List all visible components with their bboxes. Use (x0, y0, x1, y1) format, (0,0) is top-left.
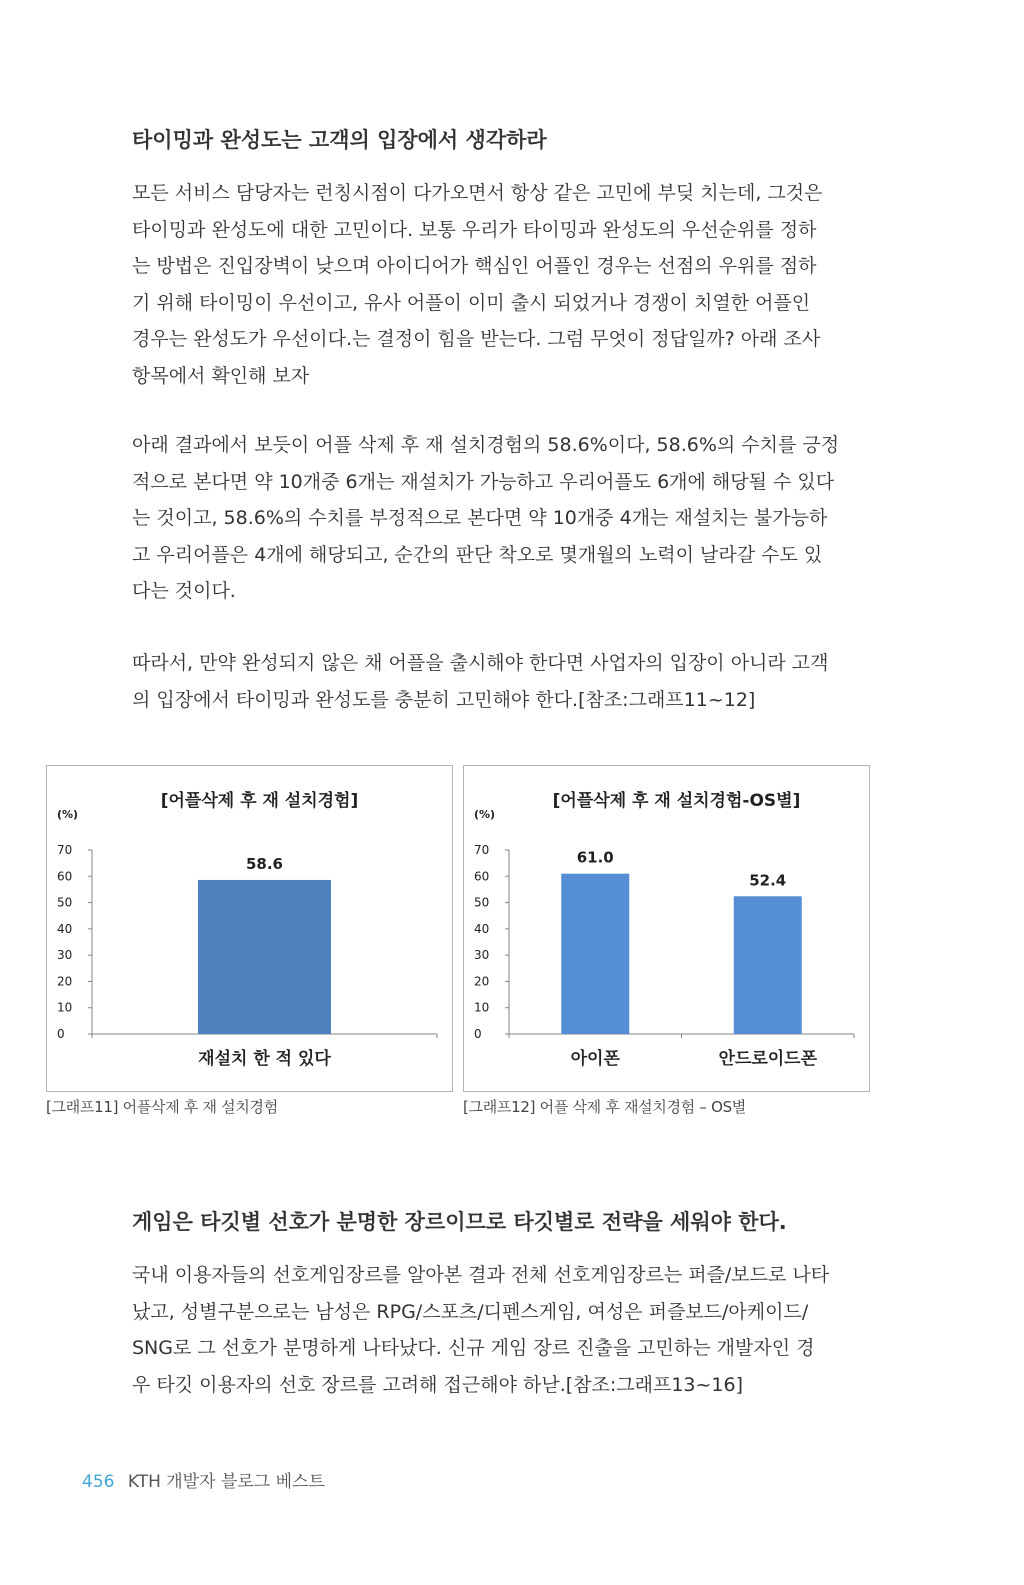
y-tick-label: 40 (57, 921, 73, 936)
category-label: 안드로이드폰 (718, 1049, 818, 1069)
y-tick-label: 70 (474, 843, 490, 857)
y-tick-label: 10 (474, 1000, 490, 1015)
data-label: 61.0 (576, 848, 614, 867)
y-tick-label: 0 (474, 1027, 482, 1041)
chart-title: [어플삭제 후 재 설치경험-OS별] (552, 791, 801, 811)
category-label: 아이폰 (570, 1049, 620, 1069)
page-number: 456 (82, 1472, 115, 1492)
bar (734, 896, 802, 1034)
axis-unit-label: (%) (474, 808, 496, 821)
category-label: 재설치 한 적 있다 (198, 1049, 331, 1069)
page-footer (82, 1467, 325, 1492)
data-label: 58.6 (245, 854, 284, 873)
bar-chart (464, 766, 869, 1091)
y-tick-label: 50 (474, 895, 490, 910)
y-tick-label: 70 (57, 843, 73, 857)
y-tick-label: 40 (474, 921, 490, 936)
y-tick-label: 20 (474, 974, 490, 989)
bar (198, 880, 331, 1034)
chart-title: [어플삭제 후 재 설치경험] (160, 791, 359, 811)
axis-unit-label: (%) (57, 808, 79, 821)
figure-caption: [그래프11] 어플삭제 후 재 설치경험 (46, 1098, 278, 1116)
paragraph: 모든 서비스 담당자는 런칭시점이 다가오면서 항상 같은 고민에 부딪 치는데, 그것은 타이밍과 완성도에 대한 고민이다. 보통 우리가 타이밍과 완성도의 우선순위를 정하 는 방법은 진입장벽이 낮으며 아이디어가 핵심인 어플인 경우는 선점의 우위를 점하 기 위해 타이밍이 우선이고, 유사 어플이 이미 출시 되었거나 경쟁이 치열한 어플인 경우는 완성도가 우선이다.는 결정이 힘을 받는다. 그럼 무엇이 정답일까? 아래 조사 항목에서 확인해 보자 (132, 182, 823, 387)
paragraph: 국내 이용자들의 선호게임장르를 알아본 결과 전체 선호게임장르는 퍼즐/보드로 나타 났고, 성별구분으로는 남성은 RPG/스포츠/디펜스게임, 여성은 퍼즐보드/아케이드/ SNG로 그 선호가 분명하게 나타났다. 신규 게임 장르 진출을 고민하는 개발자인 경 우 타깃 이용자의 선호 장르를 고려해 접근해야 하낟.[참조:그래프13~16] (132, 1264, 830, 1396)
y-tick-label: 20 (57, 974, 73, 989)
section-heading: 게임은 타깃별 선호가 분명한 장르이므로 타깃별로 전략을 세워야 한다. (132, 1210, 787, 1234)
y-tick-label: 30 (474, 948, 490, 963)
data-label: 52.4 (749, 871, 787, 890)
chart-graph12 (463, 765, 870, 1092)
y-tick-label: 60 (474, 869, 490, 884)
paragraph: 따라서, 만약 완성되지 않은 채 어플을 출시해야 한다면 사업자의 입장이 아니라 고객 의 입장에서 타이밍과 완성도를 충분히 고민해야 한다.[참조:그래프11~12] (132, 652, 829, 711)
bar-chart (47, 766, 452, 1091)
y-tick-label: 0 (57, 1027, 65, 1041)
book-title: KTH 개발자 블로그 베스트 (127, 1472, 325, 1492)
y-tick-label: 60 (57, 869, 73, 884)
bar (561, 874, 629, 1034)
figure-caption: [그래프12] 어플 삭제 후 재설치경험 – OS별 (463, 1098, 746, 1116)
section-heading: 타이밍과 완성도는 고객의 입장에서 생각하라 (132, 128, 547, 152)
chart-graph11 (46, 765, 453, 1092)
y-tick-label: 50 (57, 895, 73, 910)
y-tick-label: 30 (57, 948, 73, 963)
y-tick-label: 10 (57, 1000, 73, 1015)
paragraph: 아래 결과에서 보듯이 어플 삭제 후 재 설치경험의 58.6%이다, 58.6%의 수치를 긍정 적으로 본다면 약 10개중 6개는 재설치가 가능하고 우리어플도 6개에 해당될 수 있다 는 것이고, 58.6%의 수치를 부정적으로 본다면 약 10개중 4개는 재설치는 불가능하 고 우리어플은 4개에 해당되고, 순간의 판단 착오로 몇개월의 노력이 날라갈 수도 있 다는 것이다. (132, 434, 840, 602)
